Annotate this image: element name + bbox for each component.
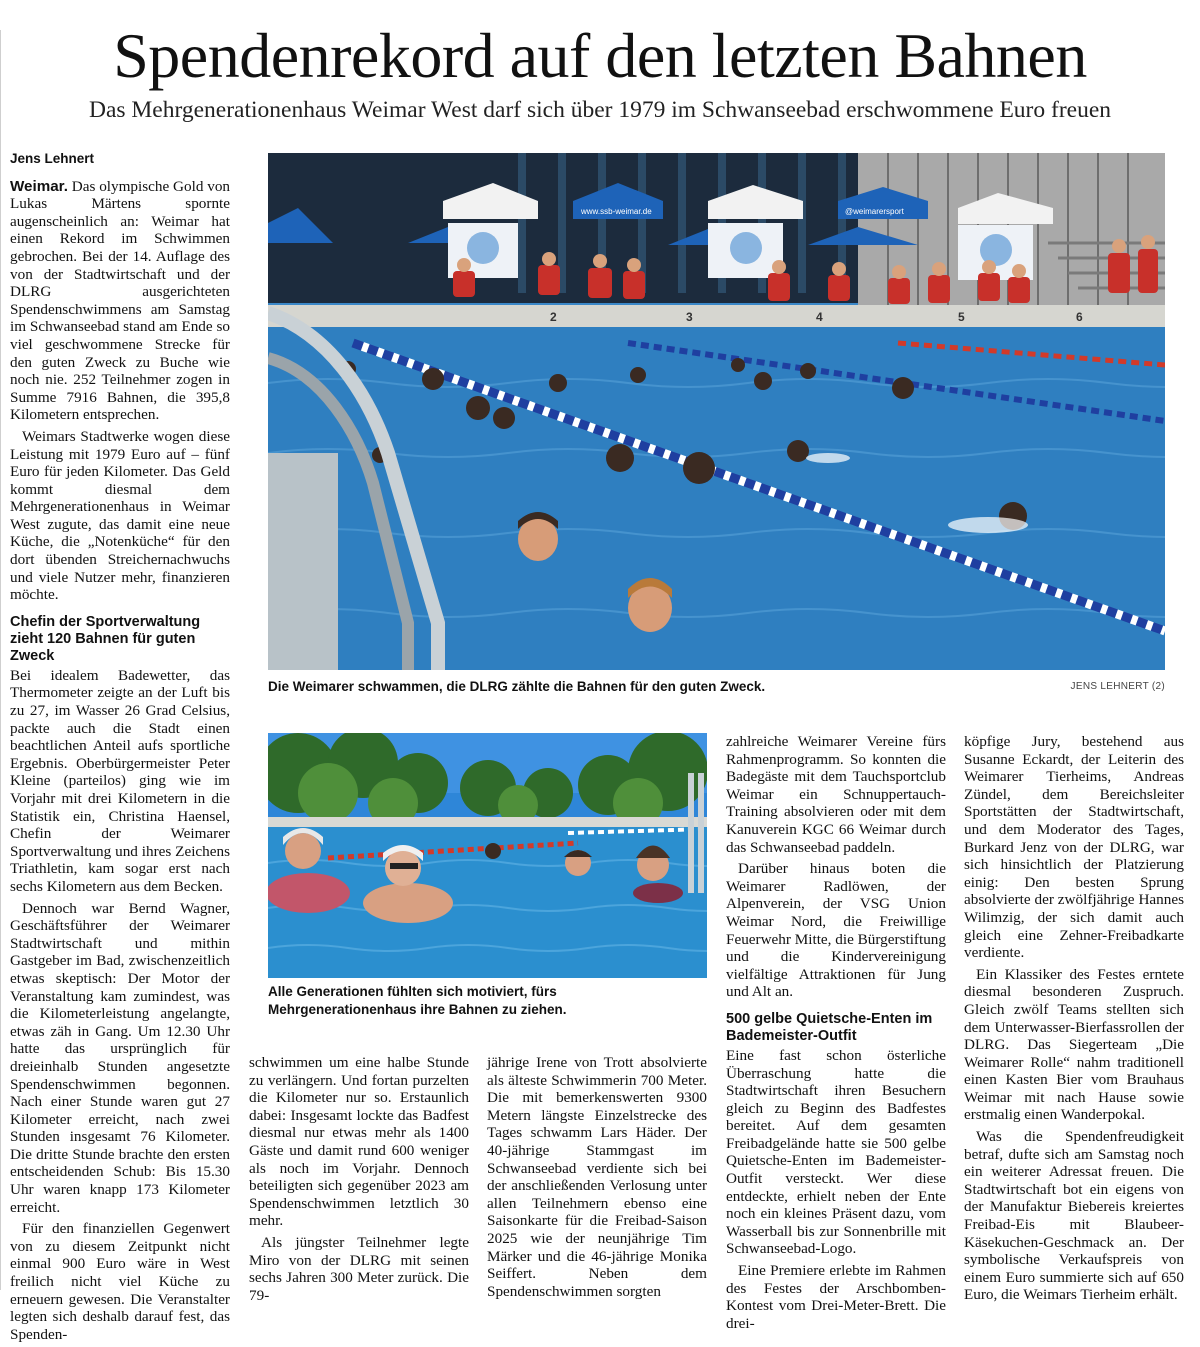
pool-illustration [268, 153, 1165, 670]
section-heading: 500 gelbe Quietsche-Enten im Bademeister-Outfit [726, 1010, 933, 1044]
paragraph-text: Das olympische Gold von Lukas Märtens spornte augenscheinlich an: Weimar hat einen Rekord im Schwimmen gebrochen. Bei der 14. Auflage des von der Stadtwirtschaft und der DLRG ausgerichteten Spendenschwimmens am Samstag im Schwanseebad stand am Ende so viel geschwommene Strecke für den guten Zweck zu Buche wie noch nie. 252 Teilnehmer zogen in Summe 7916 Bahnen, die 395,8 Kilometern entsprechen. [10, 177, 231, 424]
article-column-4 [726, 733, 946, 1336]
paragraph: köpfige Jury, bestehend aus Susanne Eckardt, der Leiterin des Weimarer Tierheims, Andreas Zündel, dem Bereichsleiter Sportstätten der Stadtwirtschaft, und dem Moderator des Tages, Burkard Jenz von der DLRG, war sich hinsichtlich der Platzierung einig: Den besten Sprung absolvierte der zwölfjährige Hannes Wilimzig, der sich damit auch gleich eine Zehner-Freibadkarte verdiente. [964, 733, 1184, 962]
dateline: Weimar. [10, 177, 68, 195]
paragraph: Für den finanziellen Gegenwert von zu diesem Zeitpunkt nicht einmal 900 Euro wäre in West freilich nicht viel Küche zu erneuern gewesen. Die Veranstalter legten sich deshalb darauf fest, das Spenden- [10, 1220, 230, 1343]
section-heading: Chefin der Sportverwaltung zieht 120 Bahnen für guten Zweck [10, 613, 201, 664]
paragraph: Eine fast schon österliche Überraschung hatte die Stadtwirtschaft ihren Besuchern gleich zu Beginn des Badfestes bereitet. Auf dem gesamten Freibadgelände hatte sie 500 gelbe Quietsche-Enten im Bademeister-Outfit versteckt. Wer diese entdeckte, erhielt neben der Ente noch ein kleines Präsent dazu, vom Wasserball bis zur Sonnenbrille mit Schwanseebad-Logo. [726, 1046, 946, 1258]
paragraph-intro [10, 178, 230, 424]
article-column-3 [487, 1054, 707, 1304]
photo-caption: Alle Generationen fühlten sich motiviert, fürs Mehrgenerationenhaus ihre Bahnen zu ziehen. [268, 984, 567, 1017]
paragraph: Dennoch war Bernd Wagner, Geschäftsführer der Weimarer Stadtwirtschaft und mithin Gastgeber im Bad, zwischenzeitlich etwas skeptisch: Der Motor der Veranstaltung kam zumindest, was die Kilometerleistung angelangte, etwas zäh in Gang. Um 12.30 Uhr hatte das ursprünglich für dreieinhalb Stunden angesetzte Spendenschwimmen begonnen. Nach einer Stunde waren gut 27 Kilometer erreicht, nach zwei Stunden insgesamt 76 Kilometer. Die dritte Stunde brachte den ersten entscheidenden Schub: Bis 15.30 Uhr waren knapp 173 Kilometer erreicht. [10, 899, 230, 1216]
photo-caption: Die Weimarer schwammen, die DLRG zählte die Bahnen für den guten Zweck. [268, 679, 766, 694]
lane-number: 3 [686, 310, 693, 324]
lane-number: 2 [550, 310, 557, 324]
paragraph: schwimmen um eine halbe Stunde zu verlängern. Und fortan purzelten die Kilometer nur so. Erstaunlich dabei: Insgesamt lockte das Badfest diesmal nur etwas mehr als 1400 Gäste und damit rund 600 weniger als noch im Vorjahr. Dennoch beteiligten sich gegenüber 2023 am Spendenschwimmen letztlich 30 mehr. [249, 1054, 469, 1230]
byline: Jens Lehnert [10, 151, 95, 166]
paragraph: Eine Premiere erlebte im Rahmen des Festes der Arschbomben-Kontest vom Drei-Meter-Brett. Die drei- [726, 1262, 946, 1332]
page-edge-rule [0, 30, 1, 1290]
paragraph: zahlreiche Weimarer Vereine fürs Rahmenprogramm. So konnten die Badegäste mit dem Tauchsportclub Weimar ein Schnuppertauch-Training absolvieren oder mit dem Kanuverein KGC 66 Weimar durch das Schwanseebad paddeln. [726, 733, 946, 856]
tent-banner-text: www.ssb-weimar.de [581, 207, 652, 216]
article-column-5 [964, 733, 1184, 1308]
paragraph: Was die Spendenfreudigkeit betraf, dufte sich am Samstag noch ein weiterer Adressat freuen. Die Stadtwirtschaft bot ein eigens von der Manufaktur Biebereis kreiertes Freibad-Eis mit Blaubeer-Käsekuchen-Geschmack an. Der symbolische Verkaufspreis von einem Euro summierte sich auf 650 Euro, die Weimars Tierheim erhält. [964, 1128, 1184, 1304]
paragraph: Als jüngster Teilnehmer legte Miro von der DLRG mit seinen sechs Jahren 300 Meter zurück. Die 79- [249, 1233, 469, 1304]
paragraph: Bei idealem Badewetter, das Thermometer zeigte an der Luft bis zu 27, im Wasser 26 Grad Celsius, packte auch die Stadt einen beachtlichen Anteil aufs sportliche Ergebnis. Oberbürgermeister Peter Kleine (parteilos) ging wie im Vorjahr mit drei Kilometern in die Statistik ein, Christina Haensel, Chefin der Weimarer Sportverwaltung und ihres Zeichens Triathletin, kam sogar erst nach sechs Kilometern aus dem Becken. [10, 666, 230, 895]
paragraph: jährige Irene von Trott absolvierte als älteste Schwimmerin 700 Meter. Die mit bemerkenswerten 9300 Metern längste Einzelstrecke des Tages schwamm Lars Häder. Der 40-jährige Stammgast im Schwanseebad verdiente sich bei der anschließenden Verlosung unter allen Teilnehmern ebenso eine Saisonkarte für die Freibad-Saison 2025 wie der neunjährige Tim Märker und die 46-jährige Monika Seiffert. Neben dem Spendenschwimmen sorgten [487, 1054, 707, 1300]
article-column-1 [10, 150, 230, 1347]
photo-pool-swimmers [268, 153, 1165, 670]
tent-banner-text: @weimarersport [845, 207, 904, 216]
subheadline: Das Mehrgenerationenhaus Weimar West darf sich über 1979 im Schwanseebad erschwommene Euro freuen [88, 97, 1112, 123]
lane-number: 6 [1076, 310, 1083, 324]
photo-credit: JENS LEHNERT (2) [1070, 681, 1165, 692]
paragraph: Darüber hinaus boten die Weimarer Radlöwen, der Alpenverein, der VSG Union Weimar Nord, die Freiwillige Feuerwehr Mitte, die Bürgerstiftung und die Kindervereinigung vielfältige Attraktionen für Jung und Alt an. [726, 860, 946, 1001]
article-column-2 [249, 1054, 469, 1308]
pool-illustration-2 [268, 733, 707, 978]
paragraph: Ein Klassiker des Festes erntete diesmal besonderen Zuspruch. Gleich zwölf Teams stellten sich dem Unterwasser-Bierfassrollen der DLRG. Das Siegerteam „Die Weimarer Rolle“ nahm traditionell einen Kasten Bier vom Brauhaus Weimar mit nach Hause sowie erstmalig einen Wanderpokal. [964, 965, 1184, 1124]
lane-number: 4 [816, 310, 823, 324]
headline: Spendenrekord auf den letzten Bahnen [113, 20, 1087, 91]
photo-generations-swimming [268, 733, 707, 978]
paragraph: Weimars Stadtwerke wogen diese Leistung mit 1979 Euro auf – fünf Euro für jeden Kilometer. Das Geld kommt diesmal dem Mehrgenerationenhaus in Weimar West zugute, das damit eine neue Küche, die „Notenküche“ für den dort übenden Streichernachwuchs und viele Nutzer mehr, finanzieren möchte. [10, 427, 230, 604]
lane-number: 5 [958, 310, 965, 324]
